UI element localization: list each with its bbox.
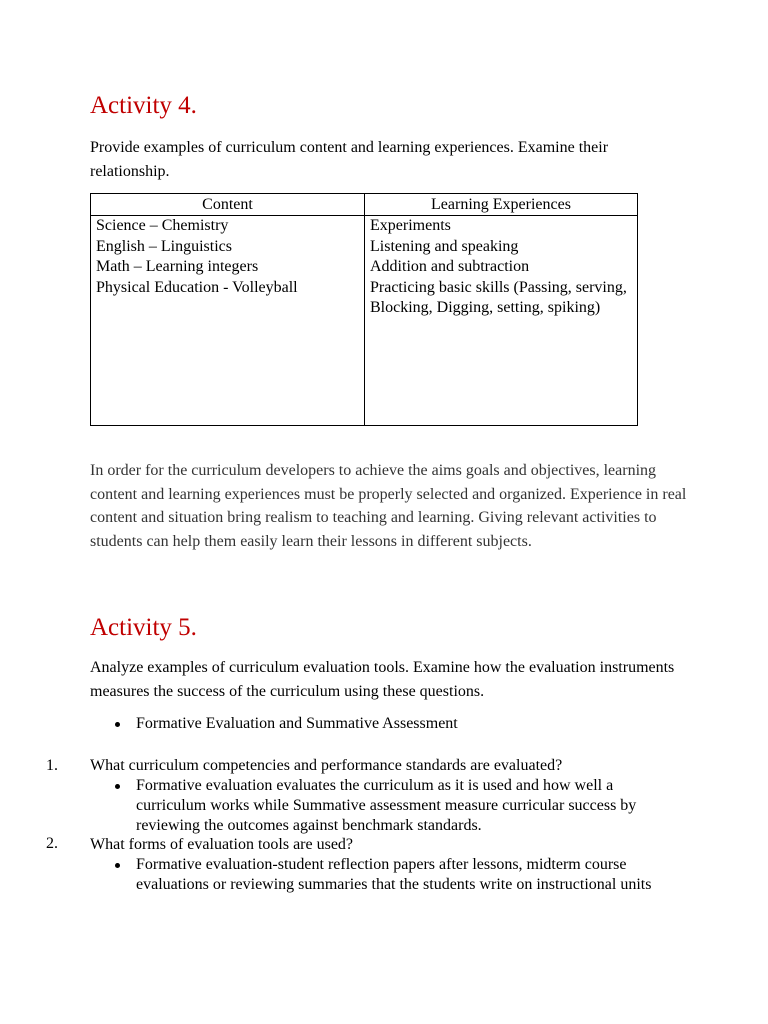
activity-4-summary: In order for the curriculum developers to achieve the aims goals and objectives, learning content and learning experiences must be properly selected and organized. Experience in real content and situation bring realism to teaching and learning. Giving relevant activities to students can help them easily learn their lessons in different subjects.: [90, 462, 687, 550]
experience-item: Experiments: [370, 217, 451, 234]
bullet-icon: [115, 863, 120, 868]
answer-text: Formative evaluation-student reflection papers after lessons, midterm course evaluations or reviewing summaries that the students write on instructional units: [136, 856, 652, 893]
content-experiences-table: [90, 193, 638, 426]
experience-item: Practicing basic skills (Passing, serving, Blocking, Digging, setting, spiking): [370, 278, 627, 317]
activity-4-instruction: Provide examples of curriculum content and learning experiences. Examine their relationship.: [90, 139, 609, 180]
question-number: 2.: [46, 835, 58, 852]
table-row: [91, 216, 638, 426]
experience-item: Listening and speaking: [370, 237, 519, 255]
activity-4-heading: Activity 4.: [90, 92, 197, 119]
bullet-icon: [115, 784, 120, 789]
activity-5-heading: Activity 5.: [90, 614, 197, 641]
content-item: Physical Education - Volleyball: [96, 278, 298, 296]
content-item: Science – Chemistry: [96, 217, 229, 234]
bullet-icon: [115, 722, 120, 727]
table-header-row: [91, 194, 638, 216]
question-text: What forms of evaluation tools are used?: [90, 836, 354, 853]
column-header-experiences: Learning Experiences: [365, 194, 638, 216]
column-header-content: Content: [91, 194, 365, 216]
content-item: Math – Learning integers: [96, 258, 259, 276]
content-cell: [91, 216, 365, 426]
topic-bullet: Formative Evaluation and Summative Assessment: [136, 715, 458, 732]
experiences-cell: [365, 216, 638, 426]
question-text: What curriculum competencies and performance standards are evaluated?: [90, 757, 563, 774]
content-item: English – Linguistics: [96, 237, 232, 255]
activity-5-instruction: Analyze examples of curriculum evaluation tools. Examine how the evaluation instruments measures the success of the curriculum using these questions.: [90, 659, 675, 700]
answer-text: Formative evaluation evaluates the curriculum as it is used and how well a curriculum works while Summative assessment measure curricular success by reviewing the outcomes against benchmark standards.: [136, 777, 637, 834]
experience-item: Addition and subtraction: [370, 258, 530, 276]
question-number: 1.: [46, 757, 58, 774]
